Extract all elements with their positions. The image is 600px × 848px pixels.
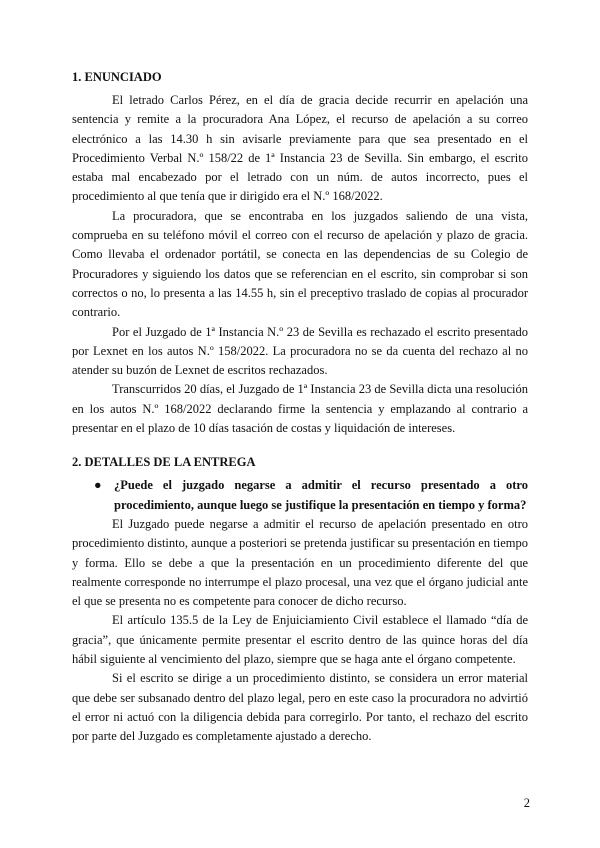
section-1-heading: 1. ENUNCIADO	[72, 70, 162, 84]
section-1-paragraph: Transcurridos 20 días, el Juzgado de 1ª Instancia 23 de Sevilla dicta una resolución en los autos N.º 168/2022 declarando firme la sentencia y emplazando al contrario a presentar en el plazo de 10 días tasación de costas y liquidación de intereses.	[72, 382, 528, 436]
page-number: 2	[523, 796, 530, 810]
question-list-item	[72, 476, 528, 515]
section-2-paragraph: El artículo 135.5 de la Ley de Enjuiciamiento Civil establece el llamado “día de gracia”, que únicamente permite presentar el escrito dentro de las quince horas del día hábil siguiente al vencimiento del plazo, siempre que se haga ante el órgano competente.	[72, 613, 528, 667]
section-1-paragraph: El letrado Carlos Pérez, en el día de gracia decide recurrir en apelación una sentencia y remite a la procuradora Ana López, el recurso de apelación a su correo electrónico a las 14.30 h sin avisarle previamente para que sea presentado en el Procedimiento Verbal N.º 158/22 de 1ª Instancia 23 de Sevilla. Sin embargo, el escrito estaba mal encabezado por el letrado con un núm. de autos incorrecto, pues el procedimiento al que tenía que ir dirigido era el N.º 168/2022.	[72, 93, 528, 204]
section-2-paragraph: El Juzgado puede negarse a admitir el recurso de apelación presentado en otro procedimiento distinto, aunque a posteriori se pretenda justificar su presentación en tiempo y forma. Ello se debe a que la presentación en un procedimiento diferente del que realmente corresponde no interrumpe el plazo procesal, una vez que el órgano judicial ante el que se presenta no es competente para conocer de dicho recurso.	[72, 516, 528, 609]
section-2-heading: 2. DETALLES DE LA ENTREGA	[72, 455, 256, 470]
question-text: ¿Puede el juzgado negarse a admitir el recurso presentado a otro procedimiento, aunque luego se justifique la presentación en tiempo y forma?	[114, 478, 528, 512]
section-2-paragraph: Si el escrito se dirige a un procedimiento distinto, se considera un error material que debe ser subsanado dentro del plazo legal, pero en este caso la procuradora no advirtió el error ni actuó con la diligencia debida para corregirlo. Por tanto, el rechazo del escrito por parte del Juzgado es completamente ajustado a derecho.	[72, 671, 528, 744]
section-1-paragraph: Por el Juzgado de 1ª Instancia N.º 23 de Sevilla es rechazado el escrito presentado por Lexnet en los autos N.º 158/2022. La procuradora no se da cuenta del rechazo al no atender su buzón de Lexnet de escritos rechazados.	[72, 324, 528, 378]
document-page	[72, 68, 528, 747]
section-1-paragraph: La procuradora, que se encontraba en los juzgados saliendo de una vista, comprueba en su teléfono móvil el correo con el recurso de apelación y plazo de gracia. Como llevaba el ordenador portátil, se conecta en las dependencias de su Colegio de Procuradores y siguiendo los datos que se referencian en el escrito, sin comprobar si son correctos o no, lo presenta a las 14.55 h, sin el preceptivo traslado de copias al procurador contrario.	[72, 208, 528, 320]
bullet-icon: ●	[94, 478, 102, 493]
